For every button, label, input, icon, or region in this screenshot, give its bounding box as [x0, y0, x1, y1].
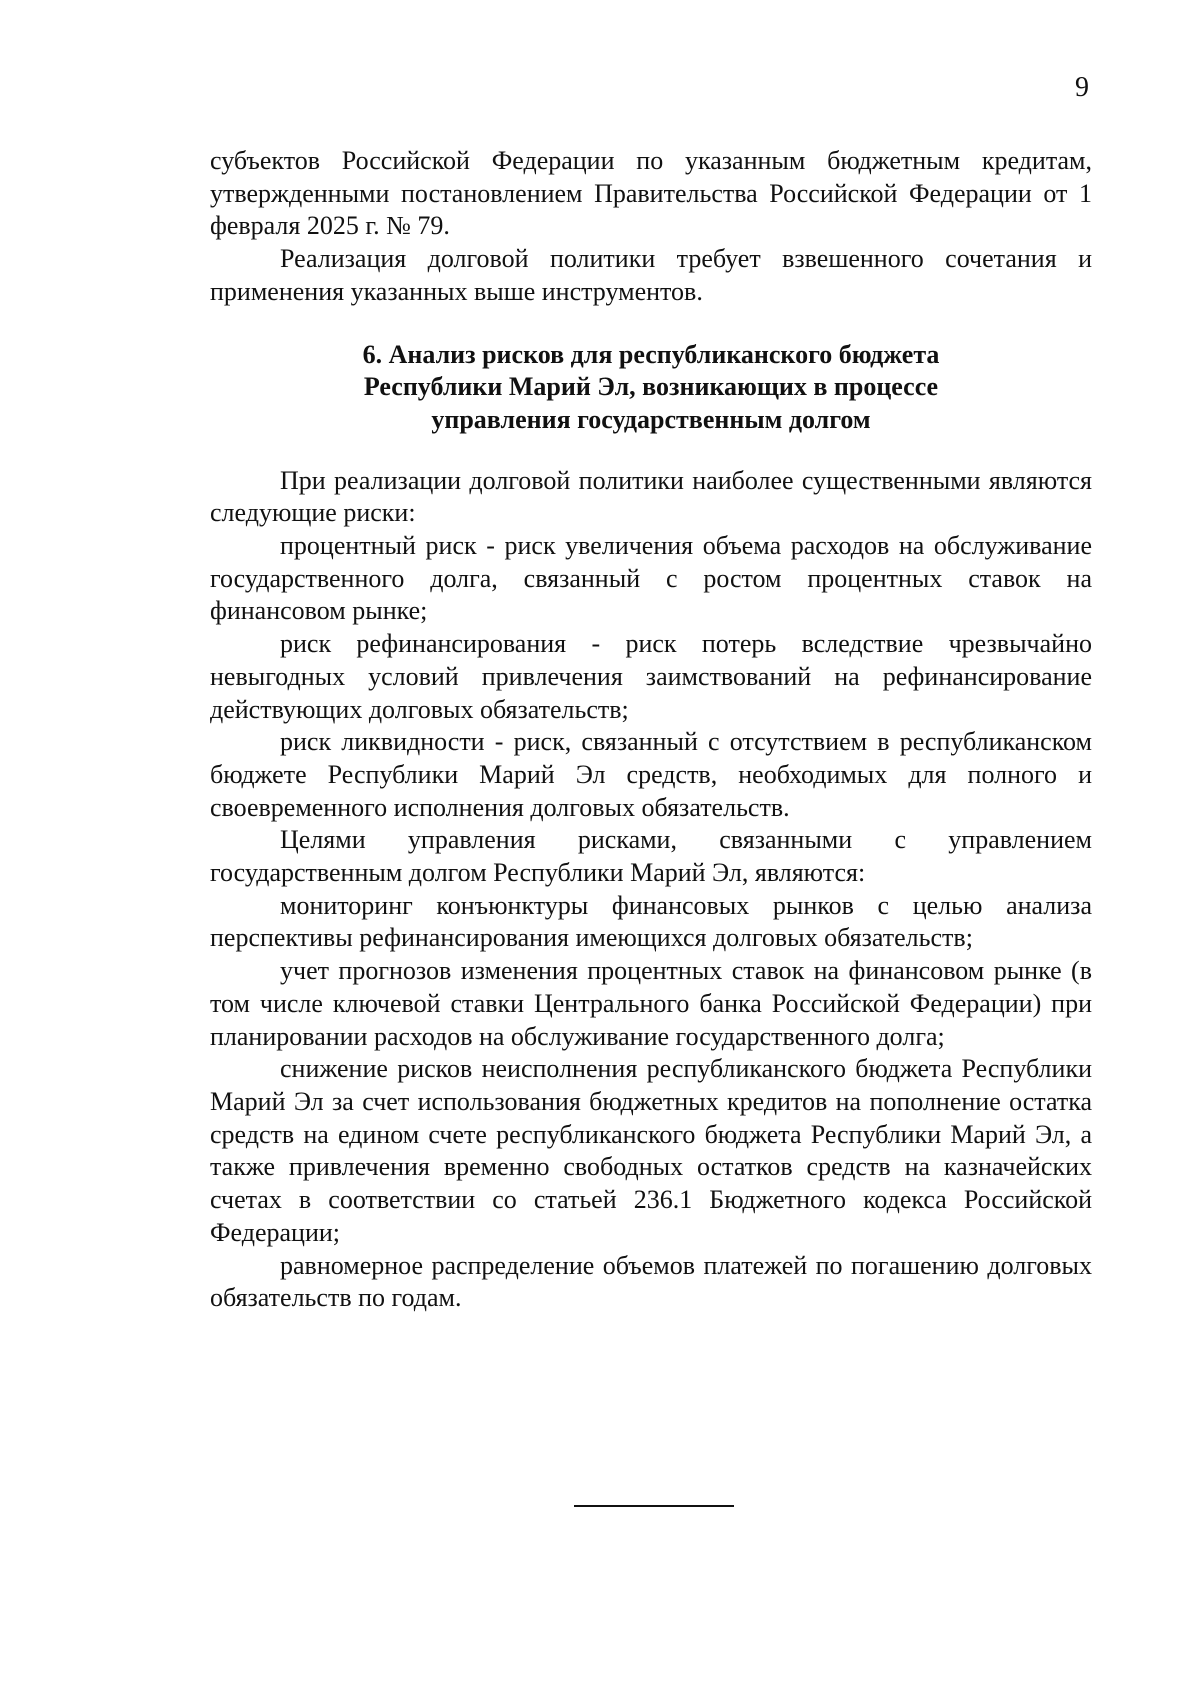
section-paragraph: процентный риск - риск увеличения объема расходов на обслуживание государственного долга, связанный с ростом процентных ставок на финансовом рынке; — [210, 531, 1092, 626]
section-heading-line: 6. Анализ рисков для республиканского бюджета — [362, 339, 940, 369]
section-paragraph: мониторинг конъюнктуры финансовых рынков с целью анализа перспективы рефинансирования имеющихся долговых обязательств; — [210, 890, 1092, 953]
section-paragraph: равномерное распределение объемов платежей по погашению долговых обязательств по годам. — [210, 1250, 1092, 1313]
section-paragraph: риск ликвидности - риск, связанный с отсутствием в республиканском бюджете Республики Марий Эл средств, необходимых для полного и своевременного исполнения долговых обязательств. — [210, 727, 1092, 822]
section-paragraph: учет прогнозов изменения процентных ставок на финансовом рынке (в том числе ключевой ставки Центрального банка Российской Федерации) при планировании расходов на обслуживание государственного долга; — [210, 956, 1092, 1051]
intro-paragraph-continuation: субъектов Российской Федерации по указанным бюджетным кредитам, утвержденными постановлением Правительства Российской Федерации от 1 февраля 2025 г. № 79. — [210, 146, 1092, 241]
section-heading-line: управления государственным долгом — [431, 404, 871, 434]
section-paragraph: Целями управления рисками, связанными с управлением государственным долгом Республики Марий Эл, являются: — [210, 825, 1092, 888]
end-of-document-rule — [574, 1505, 734, 1507]
page-number: 9 — [1075, 72, 1089, 103]
section-paragraph: снижение рисков неисполнения республиканского бюджета Республики Марий Эл за счет использования бюджетных кредитов на пополнение остатка средств на едином счете республиканского бюджета Республики Марий Эл, а также привлечения временно свободных остатков средств на казначейских счетах в соответствии со статьей 236.1 Бюджетного кодекса Российской Федерации; — [210, 1054, 1092, 1247]
intro-paragraph: Реализация долговой политики требует взвешенного сочетания и применения указанных выше инструментов. — [210, 244, 1092, 306]
section-heading-line: Республики Марий Эл, возникающих в процессе — [363, 372, 939, 402]
section-paragraph: риск рефинансирования - риск потерь вследствие чрезвычайно невыгодных условий привлечения заимствований на рефинансирование действующих долговых обязательств; — [210, 629, 1092, 724]
document-body — [210, 145, 1092, 1315]
section-heading — [210, 339, 1092, 437]
section-paragraph: При реализации долговой политики наиболее существенными являются следующие риски: — [210, 465, 1092, 528]
